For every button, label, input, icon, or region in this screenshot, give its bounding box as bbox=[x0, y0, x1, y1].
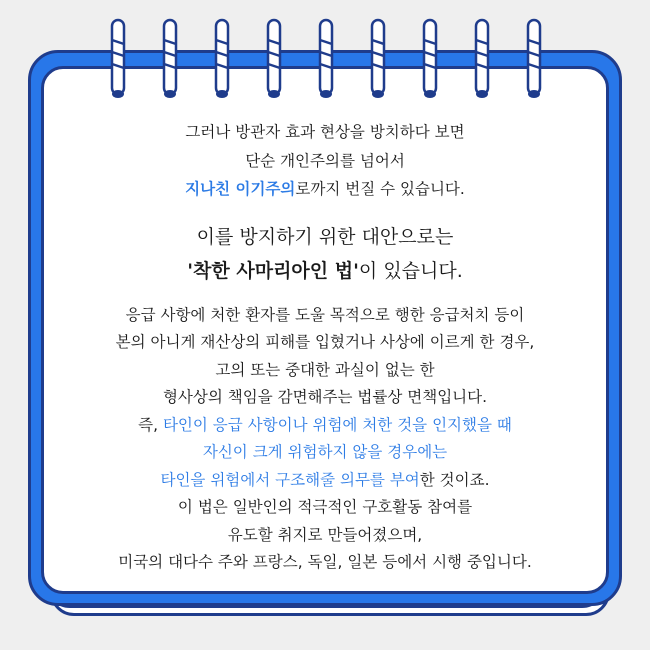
spiral-ring-icon bbox=[112, 20, 124, 98]
text-line bbox=[44, 467, 606, 495]
spiral-ring-icon bbox=[164, 20, 176, 98]
text-line bbox=[44, 412, 606, 440]
text-segment: 한 것이죠. bbox=[419, 470, 490, 489]
spiral-ring-icon bbox=[268, 20, 280, 98]
text-segment: 이 있습니다. bbox=[358, 259, 463, 282]
text-line: 그러나 방관자 효과 현상을 방치하다 보면 bbox=[185, 123, 465, 141]
spiral-ring-icon bbox=[528, 20, 540, 98]
spiral-ring-icon bbox=[372, 20, 384, 98]
highlight-text: 지나친 이기주의 bbox=[185, 180, 296, 198]
text-line: 유도할 취지로 만들어졌으며, bbox=[227, 525, 423, 544]
text-line: 형사상의 책임을 감면해주는 법률상 면책입니다. bbox=[162, 388, 488, 406]
text-line bbox=[44, 175, 606, 204]
spiral-ring-icon bbox=[424, 20, 436, 98]
intro-paragraph bbox=[44, 118, 606, 204]
text-line: 이를 방지하기 위한 대안으로는 bbox=[196, 225, 454, 248]
text-segment: 로까지 번질 수 있습니다. bbox=[295, 180, 465, 198]
text-segment: 즉, bbox=[138, 415, 163, 434]
spiral-ring-icon bbox=[216, 20, 228, 98]
text-line: 이 법은 일반인의 적극적인 구호활동 참여를 bbox=[177, 498, 473, 516]
explanation-paragraph bbox=[44, 302, 606, 577]
notepad-content bbox=[44, 118, 606, 577]
spiral-ring-icon bbox=[320, 20, 332, 98]
headline-paragraph bbox=[44, 220, 606, 288]
spiral-binding bbox=[0, 0, 650, 120]
law-name: '착한 사마리아인 법' bbox=[187, 259, 359, 282]
text-line: 미국의 대다수 주와 프랑스, 독일, 일본 등에서 시행 중입니다. bbox=[118, 553, 532, 571]
highlight-text: 자신이 크게 위험하지 않을 경우에는 bbox=[202, 443, 448, 461]
text-line: 단순 개인주의를 넘어서 bbox=[245, 151, 405, 170]
text-line: 응급 사항에 처한 환자를 도울 목적으로 행한 응급처치 등이 bbox=[125, 305, 525, 324]
highlight-text: 타인을 위험에서 구조해줄 의무를 부여 bbox=[160, 470, 420, 489]
text-line: 본의 아니게 재산상의 피해를 입혔거나 사상에 이르게 한 경우, bbox=[115, 333, 535, 351]
spiral-ring-icon bbox=[476, 20, 488, 98]
text-line bbox=[44, 254, 606, 288]
highlight-text: 타인이 응급 사항이나 위험에 처한 것을 인지했을 때 bbox=[162, 415, 512, 434]
text-line: 고의 또는 중대한 과실이 없는 한 bbox=[215, 360, 435, 379]
